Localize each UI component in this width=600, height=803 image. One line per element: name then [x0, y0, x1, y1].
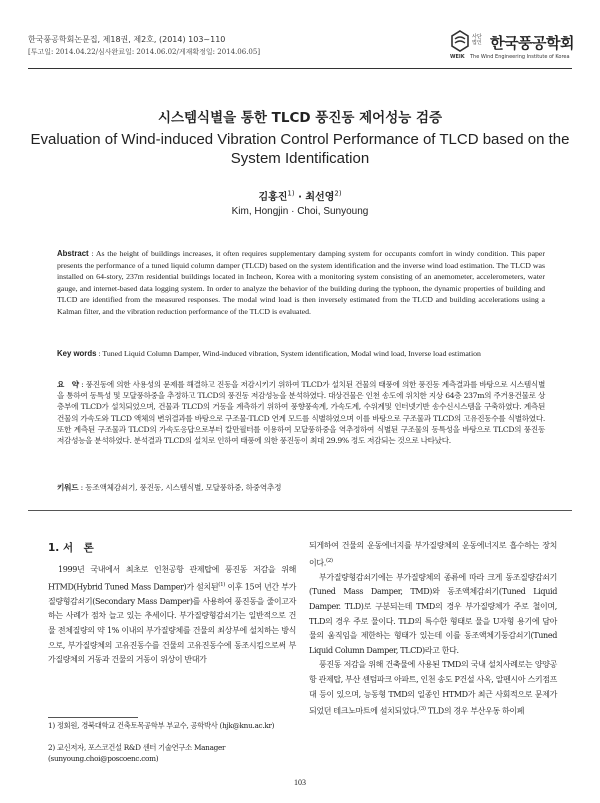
logo-english-name: The Wind Engineering Institute of Korea: [470, 54, 570, 60]
header-divider: [28, 68, 572, 69]
abstract-korean: [57, 379, 545, 446]
citation: (3): [418, 706, 426, 713]
society-logo: [450, 28, 580, 62]
abstract-divider: [28, 510, 572, 511]
keywords-english: [57, 348, 545, 360]
journal-citation: 한국풍공학회논문집, 제18권, 제2호, (2014) 103~110: [28, 35, 226, 44]
author-1-ref: 1): [287, 189, 295, 198]
abstract-label: Abstract: [57, 249, 89, 258]
paragraph-text: 이후 15여 년간 부가질량형감쇠기(Secondary Mass Damper)를 사용하여 풍진동을 줄이고자하는 사례가 점차 늘고 있는 추세이다. 부가질량형감쇠기는 일반적으로 건물 전체질량의 약 1% 이내의 부가질량체를 건물의 최상부에 설치하는 방식으로, 부가질량체의 고유진동수를 건물의 고유진동수에 동조시킴으로써 부가질량체의 거동과 건물의 거동이 위상이 반대가: [48, 582, 296, 665]
authors-english: Kim, Hongjin · Choi, Sunyoung: [231, 206, 369, 217]
title-korean: 시스템식별을 통한 TLCD 풍진동 제어성능 검증: [157, 110, 443, 126]
paragraph-text: 되게하여 건물의 운동에너지를 부가질량체의 운동에너지로 흡수하는 장치이다.: [309, 541, 557, 568]
body-column-right: [309, 539, 557, 719]
logo-corporate-label: 사단 법인: [472, 34, 482, 46]
paragraph: [309, 539, 557, 571]
paragraph: [309, 571, 557, 659]
section-heading: 1. 서 론: [48, 542, 94, 554]
author-2-ref: 2): [334, 189, 342, 198]
paragraph-text: 부가질량형감쇠기에는 부가질량체의 종류에 따라 크게 동조질량감쇠기(Tuned Mass Damper, TMD)와 동조액체감쇠기(Tuned Liquid Damper. TLD)로 구분되는데 TMD의 경우 부가질량체가 주로 철이며, TLD의 경우 주로 물이다. TLD의 특수한 형태로 물을 U자형 용기에 담아 물의 움직임을 제한하는 형태가 있는데 이를 동조액체기둥감쇠기(Tuned Liquid Column Damper, TLCD)라고 한다.: [309, 572, 557, 655]
authors-korean: [0, 188, 600, 203]
paragraph: [309, 658, 557, 719]
keywords-ko-label: 키워드: [57, 483, 79, 492]
keywords-korean: [57, 482, 545, 493]
author-1-name: 김홍진: [258, 192, 288, 203]
citation: (2): [325, 557, 333, 564]
abstract-ko-label: 요 약: [57, 380, 79, 389]
page-number: 103: [294, 778, 306, 787]
keywords-label: Key words: [57, 349, 97, 358]
paragraph: [48, 563, 296, 668]
society-logo-icon: [450, 30, 470, 52]
logo-abbreviation: WEIK: [450, 54, 465, 60]
paragraph-text: 풍진동 저감을 위해 건축물에 사용된 TMD의 국내 설치사례로는 양양공항 관제탑, 부산 센텀파크 아파트, 인천 송도 P건설 사옥, 알펜시아 스키점프대 등이 있으며, 능동형 TMD의 일종인 HTMD가 최근 사회적으로 문제가 되었던 테크노마트에 설치되었다.: [309, 660, 557, 716]
footnote-1: 1) 정회원, 경북대학교 건축토목공학부 부교수, 공학박사 (hjk@knu.ac.kr): [48, 721, 275, 730]
author-2-name: 최선영: [305, 192, 335, 203]
keywords-ko-text: : 동조액체감쇠기, 풍진동, 시스템식별, 모달풍하중, 하중역추정: [80, 483, 282, 492]
body-column-left: [48, 563, 296, 668]
citation: (1): [218, 581, 226, 588]
paragraph-text: TLD의 경우 부산우동 하이페: [425, 706, 525, 716]
submission-dates: [투고일: 2014.04.22/심사완료일: 2014.06.02/게재확정일: 2014.06.05]: [28, 48, 261, 56]
footnote-divider: [48, 717, 138, 718]
abstract-text: : As the height of buildings increases, it often requires supplementary damping system for occupants comfort in windy condition. This paper presents the performance of a tuned liquid column damper (TLCD) based on the system identification and the inverse wind load estimation. The TLCD was installed on 64-story, 237m residential buildings located in Incheon, Korea with a monitoring system consisting of an anemometer, accelerometers, water gauge, and internet-based data logging system. In order to analyze the behavior of the building during the typhoon, the dynamic properties of building and TLCD are identified from the measured responses. The modal wind load is then inversely estimated from the TLCD and building accelerations using a Kalman filter, and the vibration reduction performance of the TLCD is evaluated.: [57, 249, 545, 316]
abstract-english: [57, 248, 545, 317]
logo-society-name: 한국풍공학회: [490, 34, 574, 52]
paragraph-text: 1999년 국내에서 최초로 인천공항 관제탑에 풍진동 저감을 위해 HTMD(Hybrid Tuned Mass Damper)가 설치된: [48, 565, 296, 592]
keywords-text: : Tuned Liquid Column Damper, Wind-induced vibration, System identification, Modal wind load, Inverse load estimation: [98, 349, 481, 358]
abstract-ko-text: : 풍진동에 의한 사용성의 문제를 해결하고 진동을 저감시키기 위하여 TLCD가 설치된 건물의 태풍에 의한 풍진동 계측결과를 바탕으로 시스템식별을 통하여 동특성 및 모달풍하중을 추정하고 TLCD의 풍진동 저감성능을 분석하였다. 대상건물은 인천 송도에 위치한 지상 64층 237m의 주거용건물로 상층부에 TLCD가 설치되었으며, 건물과 TLCD의 거동을 계측하기 위하여 풍향풍속계, 가속도계, 수위계및 인터넷기반 송수신시스템을 구축하였다. 계측된 건물의 가속도와 TLCD 액체의 변위결과를 바탕으로 구조물-TLCD 연계 모드를 식별하였으며 이를 바탕으로 구조물과 TLCD의 고유진동수를 식별하였다. 또한 계측된 구조물과 TLCD의 가속도응답으로부터 칼만필터를 이용하여 모달풍하중을 역추정하여 식별된 구조물의 동특성을 바탕으로 TLCD의 풍진동 저감성능을 분석하였다. 분석결과 TLCD의 설치로 인하여 태풍에 의한 풍진동이 최대 29.9% 정도 저감되는 것으로 나타났다.: [57, 380, 545, 446]
title-english: Evaluation of Wind-induced Vibration Control Performance of TLCD based on the System Identification: [30, 131, 570, 167]
author-separator: ·: [294, 192, 306, 203]
footnote-2: 2) 교신저자, 포스코건설 R&D 센터 기술연구소 Manager (sunyoung.choi@poscoenc.com): [48, 743, 226, 763]
